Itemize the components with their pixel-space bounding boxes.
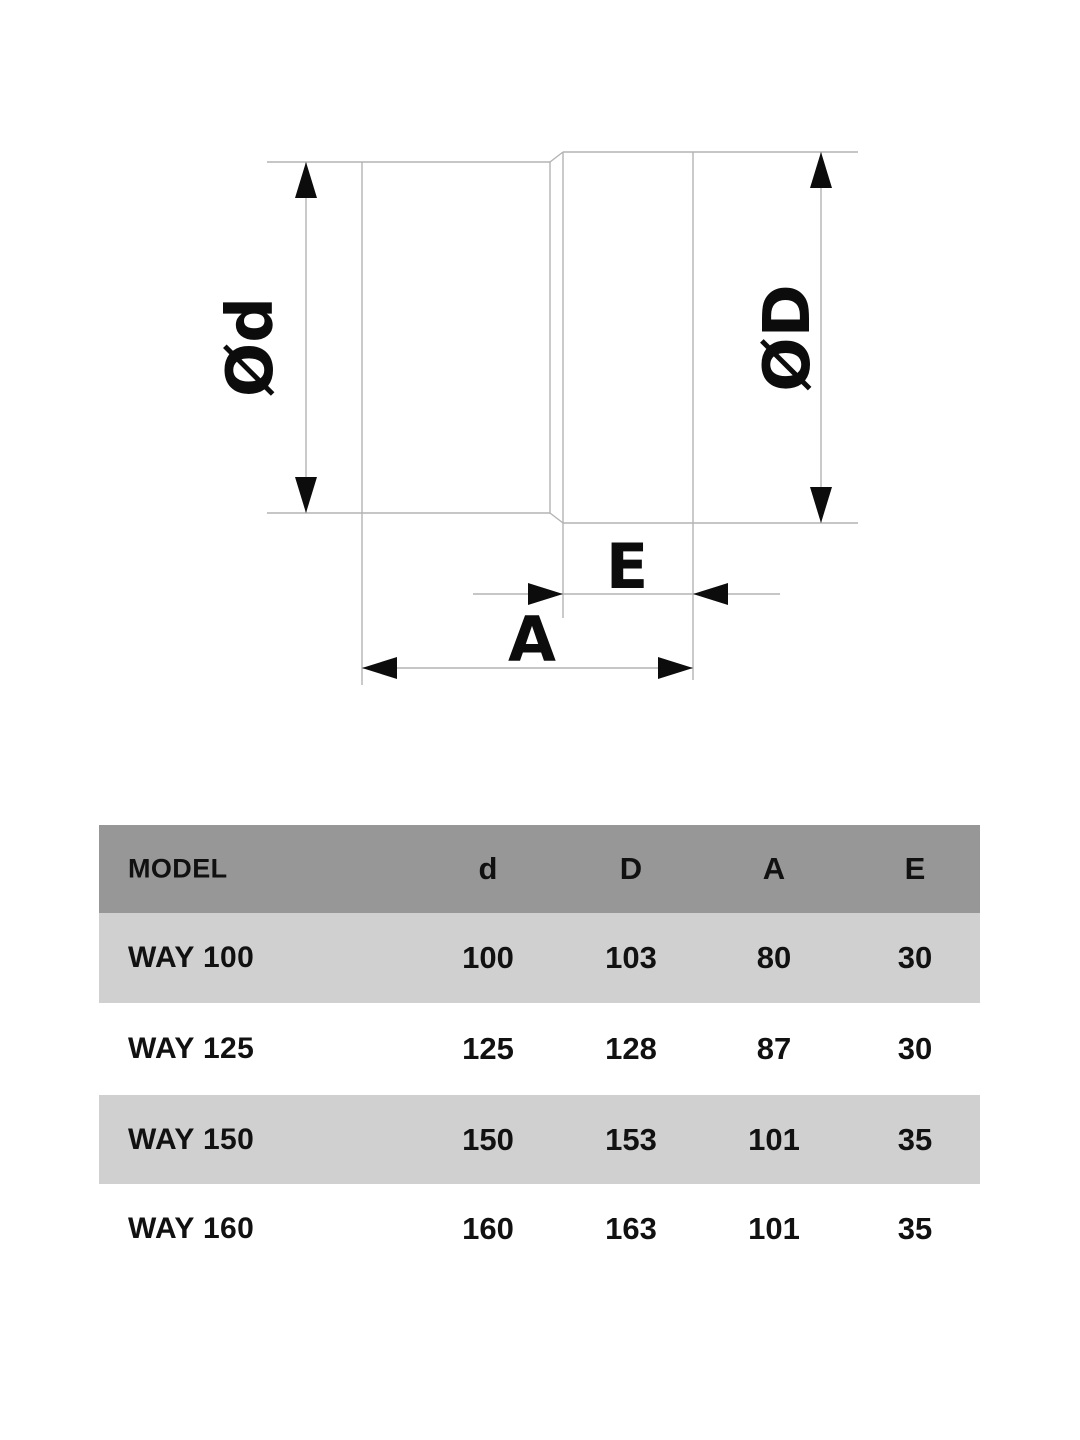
- label-e: E: [605, 530, 649, 603]
- column-header-d: d: [478, 851, 498, 886]
- table-row: [99, 1003, 980, 1095]
- value-D: 153: [605, 1121, 657, 1157]
- model-name: WAY 160: [128, 1212, 255, 1245]
- label-a: A: [508, 603, 556, 676]
- column-header-A: A: [762, 851, 786, 886]
- value-d: 125: [462, 1031, 514, 1066]
- table-header-row: [99, 825, 980, 913]
- value-E: 35: [897, 1211, 933, 1246]
- arrow-down-icon: [810, 487, 832, 523]
- value-D: 163: [605, 1211, 657, 1246]
- arrow-left-icon: [362, 657, 397, 679]
- value-A: 101: [748, 1121, 800, 1157]
- label-large-diameter: ØD: [751, 284, 825, 392]
- value-A: 101: [748, 1211, 800, 1246]
- value-E: 35: [897, 1121, 933, 1157]
- model-name: WAY 100: [128, 941, 255, 974]
- value-d: 150: [462, 1121, 514, 1157]
- column-header-model: MODEL: [128, 853, 228, 884]
- arrow-up-icon: [295, 162, 317, 198]
- value-D: 103: [605, 940, 657, 975]
- value-A: 80: [756, 940, 792, 975]
- table-row: [99, 1184, 980, 1274]
- value-A: 87: [756, 1031, 792, 1066]
- arrow-right-icon: [658, 657, 693, 679]
- value-E: 30: [897, 1031, 933, 1066]
- arrow-up-icon: [810, 152, 832, 188]
- arrow-down-icon: [295, 477, 317, 513]
- table-row: [99, 913, 980, 1003]
- value-d: 160: [462, 1211, 514, 1246]
- column-header-D: D: [619, 851, 643, 886]
- label-small-diameter: Ød: [214, 296, 288, 398]
- model-name: WAY 150: [128, 1122, 255, 1156]
- table-row: [99, 1095, 980, 1184]
- value-E: 30: [897, 940, 933, 975]
- column-header-E: E: [904, 851, 926, 886]
- model-name: WAY 125: [128, 1032, 255, 1065]
- value-D: 128: [605, 1031, 657, 1066]
- chamfer-lines: [550, 152, 563, 523]
- value-d: 100: [462, 940, 514, 975]
- arrow-left-icon: [693, 583, 728, 605]
- arrow-right-icon: [528, 583, 563, 605]
